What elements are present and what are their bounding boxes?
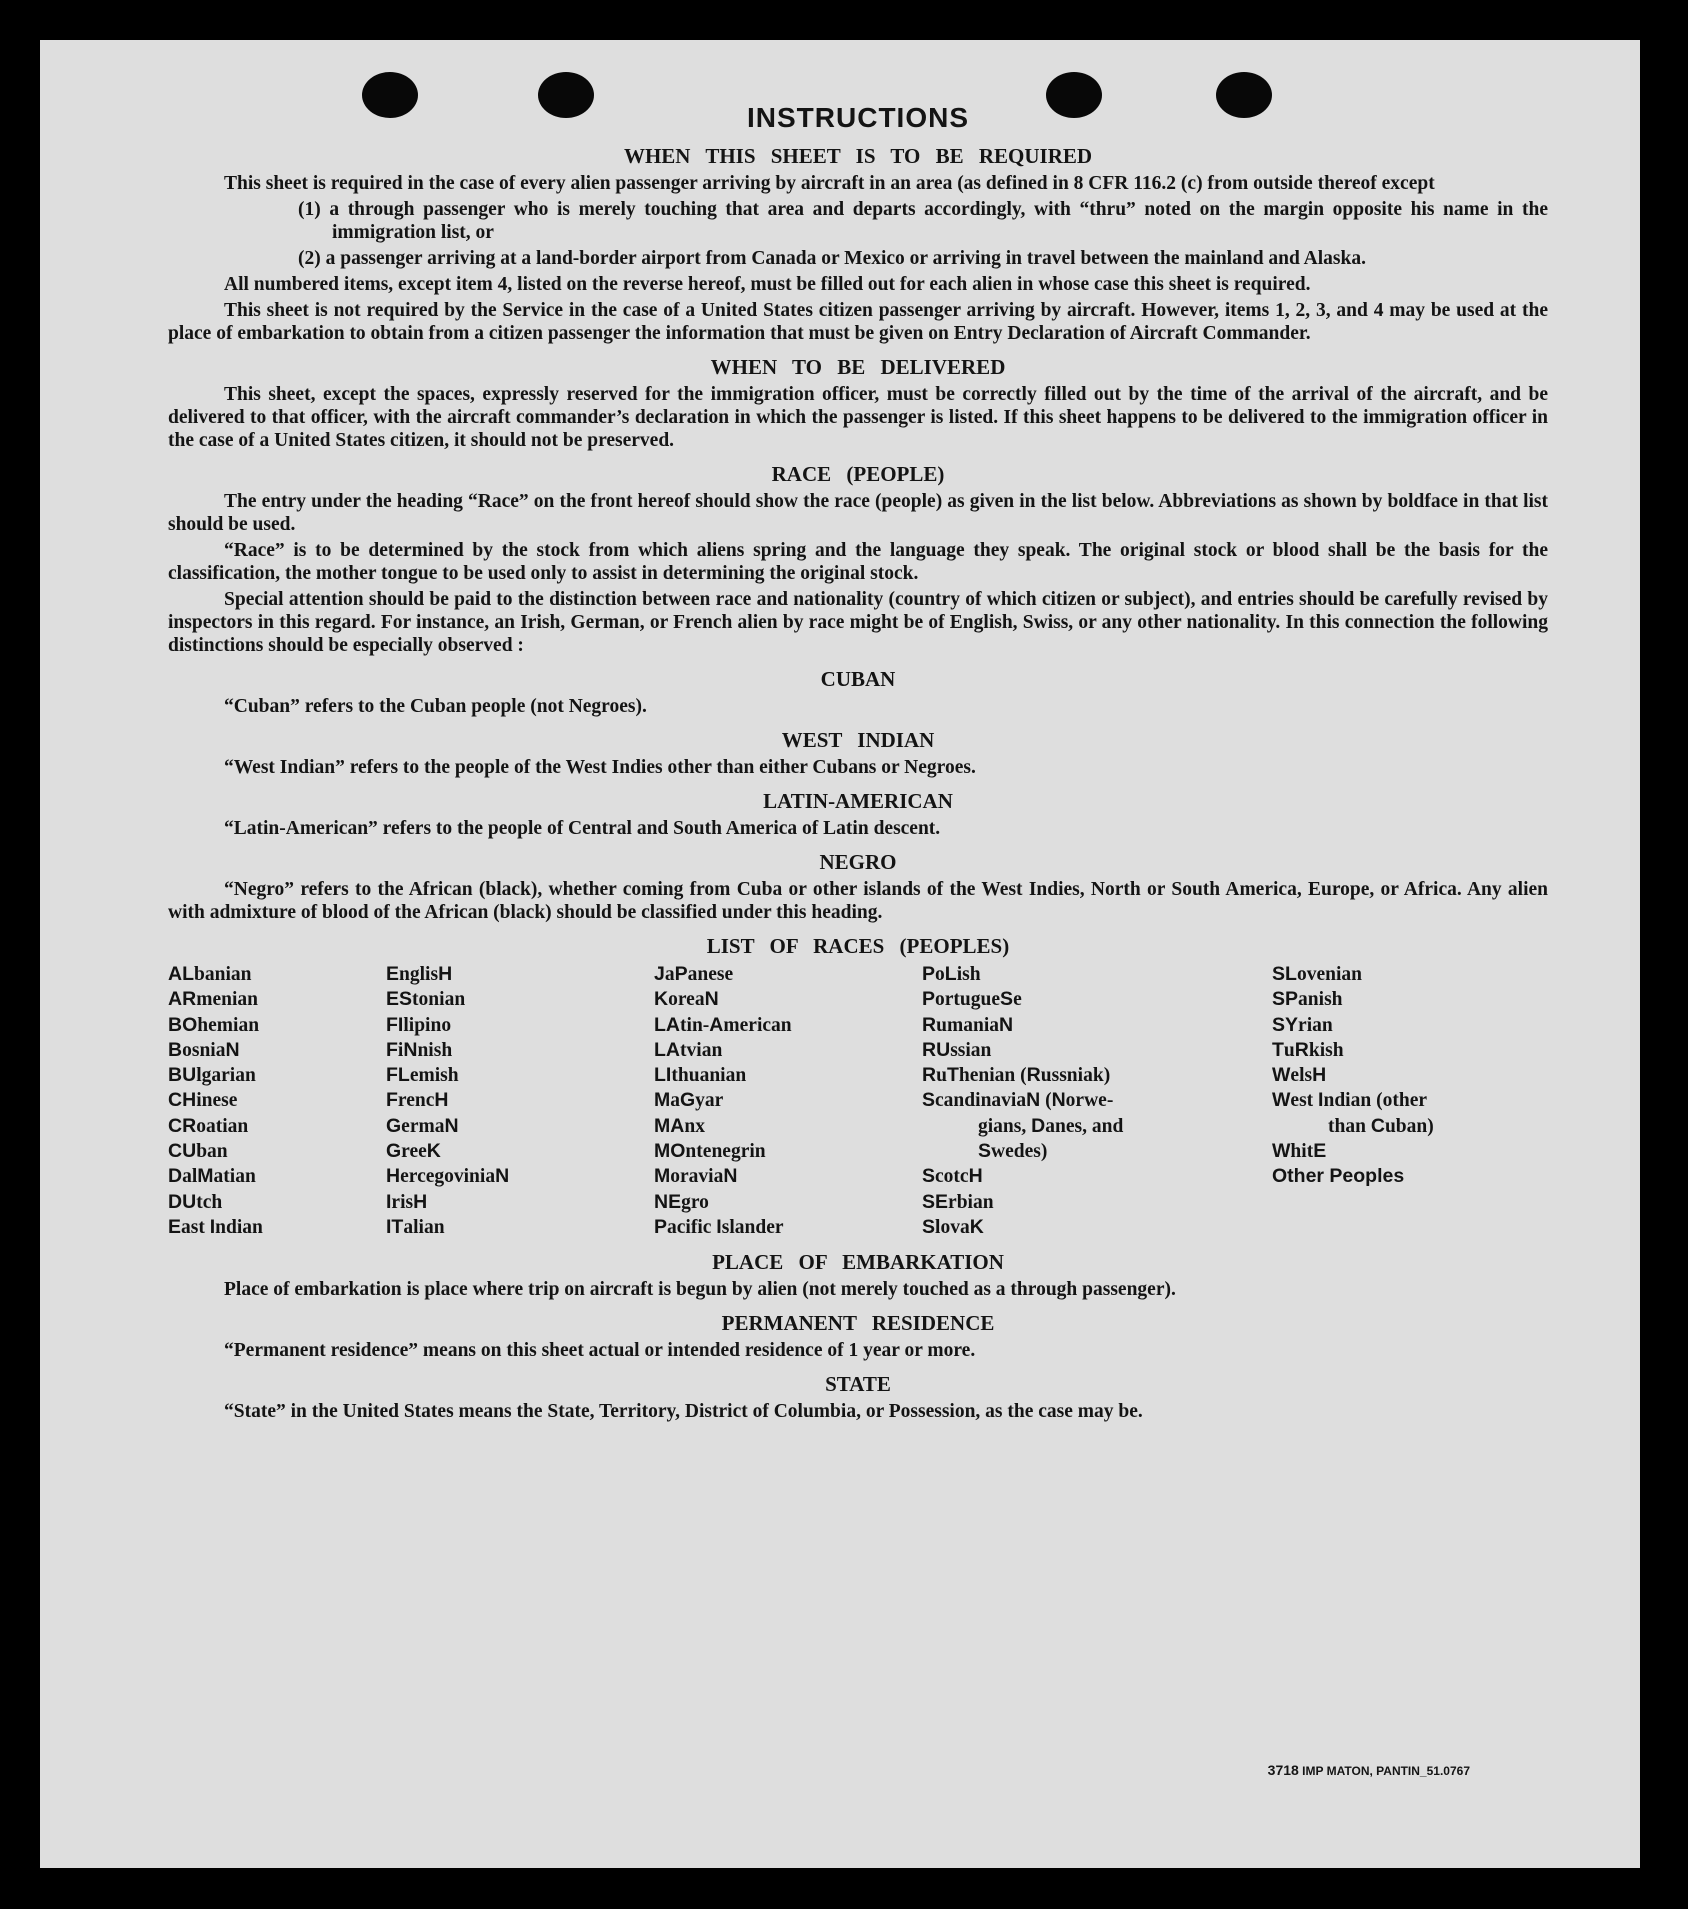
race-entry: PoLish xyxy=(922,963,981,985)
race-column xyxy=(922,962,1272,1240)
printer-imprint xyxy=(1268,1762,1470,1778)
paragraph: “Race” is to be determined by the stock from which aliens spring and the language they speak. The original stock or blood shall be the basis for the classification, the mother tongue to be used only to assist in determining the original stock. xyxy=(168,540,1548,584)
race-entry: SlovaK xyxy=(922,1215,984,1238)
race-entry: WhitE xyxy=(1272,1140,1327,1163)
section-heading-negro: NEGRO xyxy=(819,850,897,874)
paragraph: All numbered items, except item 4, listed on the reverse hereof, must be filled out for each alien in whose case this sheet is required. xyxy=(224,274,1311,295)
form-number: 3718 xyxy=(1267,1762,1299,1778)
race-entry: MOntenegrin xyxy=(654,1140,766,1163)
race-entry: FrencH xyxy=(386,1089,449,1112)
race-entry: LAtin-American xyxy=(654,1013,792,1036)
race-entry: RuThenian (Russniak) xyxy=(922,1064,1111,1087)
page-title: INSTRUCTIONS xyxy=(747,102,969,133)
section-heading-latin-american: LATIN-AMERICAN xyxy=(763,789,953,813)
race-entry: RumaniaN xyxy=(922,1013,1014,1036)
race-entry: LAtvian xyxy=(654,1038,723,1061)
race-entry: Pacific Islander xyxy=(654,1215,784,1238)
race-entry: East Indian xyxy=(168,1215,263,1238)
race-entry: West Indian (other xyxy=(1272,1089,1427,1112)
race-entry: LIthuanian xyxy=(654,1064,747,1087)
list-item: (1) a through passenger who is merely touching that area and departs accordingly, with “thru” noted on the margin opposite his name in the immigration list, or xyxy=(298,199,1548,243)
race-entry: MoraviaN xyxy=(654,1165,738,1188)
section-heading-race: RACE (PEOPLE) xyxy=(771,462,945,486)
race-entry: DalMatian xyxy=(168,1165,256,1188)
paragraph: “Latin-American” refers to the people of Central and South America of Latin descent. xyxy=(224,818,941,839)
paragraph: “State” in the United States means the State, Territory, District of Columbia, or Possession, as the case may be. xyxy=(224,1401,1143,1423)
race-entry: FIlipino xyxy=(386,1013,452,1036)
race-column xyxy=(386,962,654,1240)
race-entry: CUban xyxy=(168,1140,228,1163)
race-entry: WelsH xyxy=(1272,1064,1327,1087)
race-entry: ARmenian xyxy=(168,988,258,1011)
race-entry: BOhemian xyxy=(168,1013,260,1036)
paragraph: “Cuban” refers to the Cuban people (not Negroes). xyxy=(224,696,647,717)
race-entry: SErbian xyxy=(922,1190,994,1213)
paragraph: “Negro” refers to the African (black), whether coming from Cuba or other islands of the West Indies, North or South America, Europe, or Africa. Any alien with admixture of blood of the African (black) should be classified under this heading. xyxy=(168,879,1548,923)
race-entry: gians, Danes, and xyxy=(978,1114,1124,1137)
section-heading-cuban: CUBAN xyxy=(820,667,896,691)
race-column xyxy=(1272,962,1548,1240)
race-entry: than Cuban) xyxy=(1328,1114,1434,1137)
race-entry: RUssian xyxy=(922,1038,992,1061)
race-entry: ITalian xyxy=(386,1215,445,1238)
race-entry: ScotcH xyxy=(922,1165,983,1188)
list-item: (2) a passenger arriving at a land-border airport from Canada or Mexico or arriving in travel between the mainland and Alaska. xyxy=(298,248,1366,269)
race-entry: Other Peoples xyxy=(1272,1165,1405,1188)
race-entry: SLovenian xyxy=(1272,963,1362,985)
race-entry: SPanish xyxy=(1272,988,1343,1011)
race-entry: PortugueSe xyxy=(922,988,1022,1011)
race-entry: FiNnish xyxy=(386,1038,453,1061)
race-entry: MaGyar xyxy=(654,1089,724,1112)
race-entry: ScandinaviaN (Norwe- xyxy=(922,1089,1114,1112)
race-entry: CHinese xyxy=(168,1089,238,1112)
section-heading-embarkation: PLACE OF EMBARKATION xyxy=(712,1250,1004,1275)
race-entry: KoreaN xyxy=(654,988,719,1011)
printer-name: IMP MATON, PANTIN_51.0767 xyxy=(1302,1764,1470,1778)
race-list xyxy=(168,962,1548,1240)
race-entry: EnglisH xyxy=(386,963,453,985)
race-entry: GermaN xyxy=(386,1114,459,1137)
paragraph: This sheet is required in the case of every alien passenger arriving by aircraft in an area (as defined in 8 CFR 116.2 (c) from outside thereof except xyxy=(224,173,1435,194)
document-body xyxy=(168,92,1548,1426)
race-entry: GreeK xyxy=(386,1140,441,1163)
section-heading-required: WHEN THIS SHEET IS TO BE REQUIRED xyxy=(623,144,1093,168)
race-entry: IrisH xyxy=(386,1190,428,1213)
race-column xyxy=(168,962,386,1240)
race-entry: ALbanian xyxy=(168,963,252,985)
paragraph: “Permanent residence” means on this sheet actual or intended residence of 1 year or more. xyxy=(224,1340,976,1362)
paragraph: “West Indian” refers to the people of the West Indies other than either Cubans or Negroes. xyxy=(224,757,976,778)
race-entry: DUtch xyxy=(168,1190,223,1213)
document-sheet xyxy=(40,40,1640,1868)
race-entry: CRoatian xyxy=(168,1114,249,1137)
section-heading-west-indian: WEST INDIAN xyxy=(781,728,935,752)
section-heading-state: STATE xyxy=(825,1372,891,1397)
race-entry: JaPanese xyxy=(654,963,734,985)
race-entry: BUlgarian xyxy=(168,1064,256,1087)
race-entry: HercegoviniaN xyxy=(386,1165,510,1188)
section-heading-list-of-races: LIST OF RACES (PEOPLES) xyxy=(706,934,1010,958)
race-entry: EStonian xyxy=(386,988,466,1011)
race-entry: NEgro xyxy=(654,1190,709,1213)
paragraph: Special attention should be paid to the distinction between race and nationality (country of which citizen or subject), and entries should be carefully revised by inspectors in this regard. For instance, an Irish, German, or French alien by race might be of English, Swiss, or any other nationality. In this connection the following distinctions should be especially observed : xyxy=(168,589,1548,656)
section-heading-residence: PERMANENT RESIDENCE xyxy=(721,1311,995,1336)
race-entry: SYrian xyxy=(1272,1013,1333,1036)
race-entry: MAnx xyxy=(654,1114,705,1137)
paragraph: This sheet is not required by the Service in the case of a United States citizen passenger arriving by aircraft. However, items 1, 2, 3, and 4 may be used at the place of embarkation to obtain from a citizen passenger the information that must be given on Entry Declaration of Aircraft Commander. xyxy=(168,300,1548,344)
paragraph: The entry under the heading “Race” on the front hereof should show the race (people) as given in the list below. Abbreviations as shown by boldface in that list should be used. xyxy=(168,491,1548,535)
race-entry: BosniaN xyxy=(168,1038,240,1061)
race-entry: FLemish xyxy=(386,1064,459,1087)
paragraph: Place of embarkation is place where trip on aircraft is begun by alien (not merely touched as a through passenger). xyxy=(224,1279,1176,1301)
race-entry: TuRkish xyxy=(1272,1038,1344,1061)
race-column xyxy=(654,962,922,1240)
paragraph: This sheet, except the spaces, expressly reserved for the immigration officer, must be correctly filled out by the time of the arrival of the aircraft, and be delivered to that officer, with the aircraft commander’s declaration in which the passenger is listed. If this sheet happens to be delivered to the immigration officer in the case of a United States citizen, it should not be preserved. xyxy=(168,384,1548,451)
section-heading-delivered: WHEN TO BE DELIVERED xyxy=(710,355,1006,379)
race-entry: Swedes) xyxy=(978,1140,1048,1163)
